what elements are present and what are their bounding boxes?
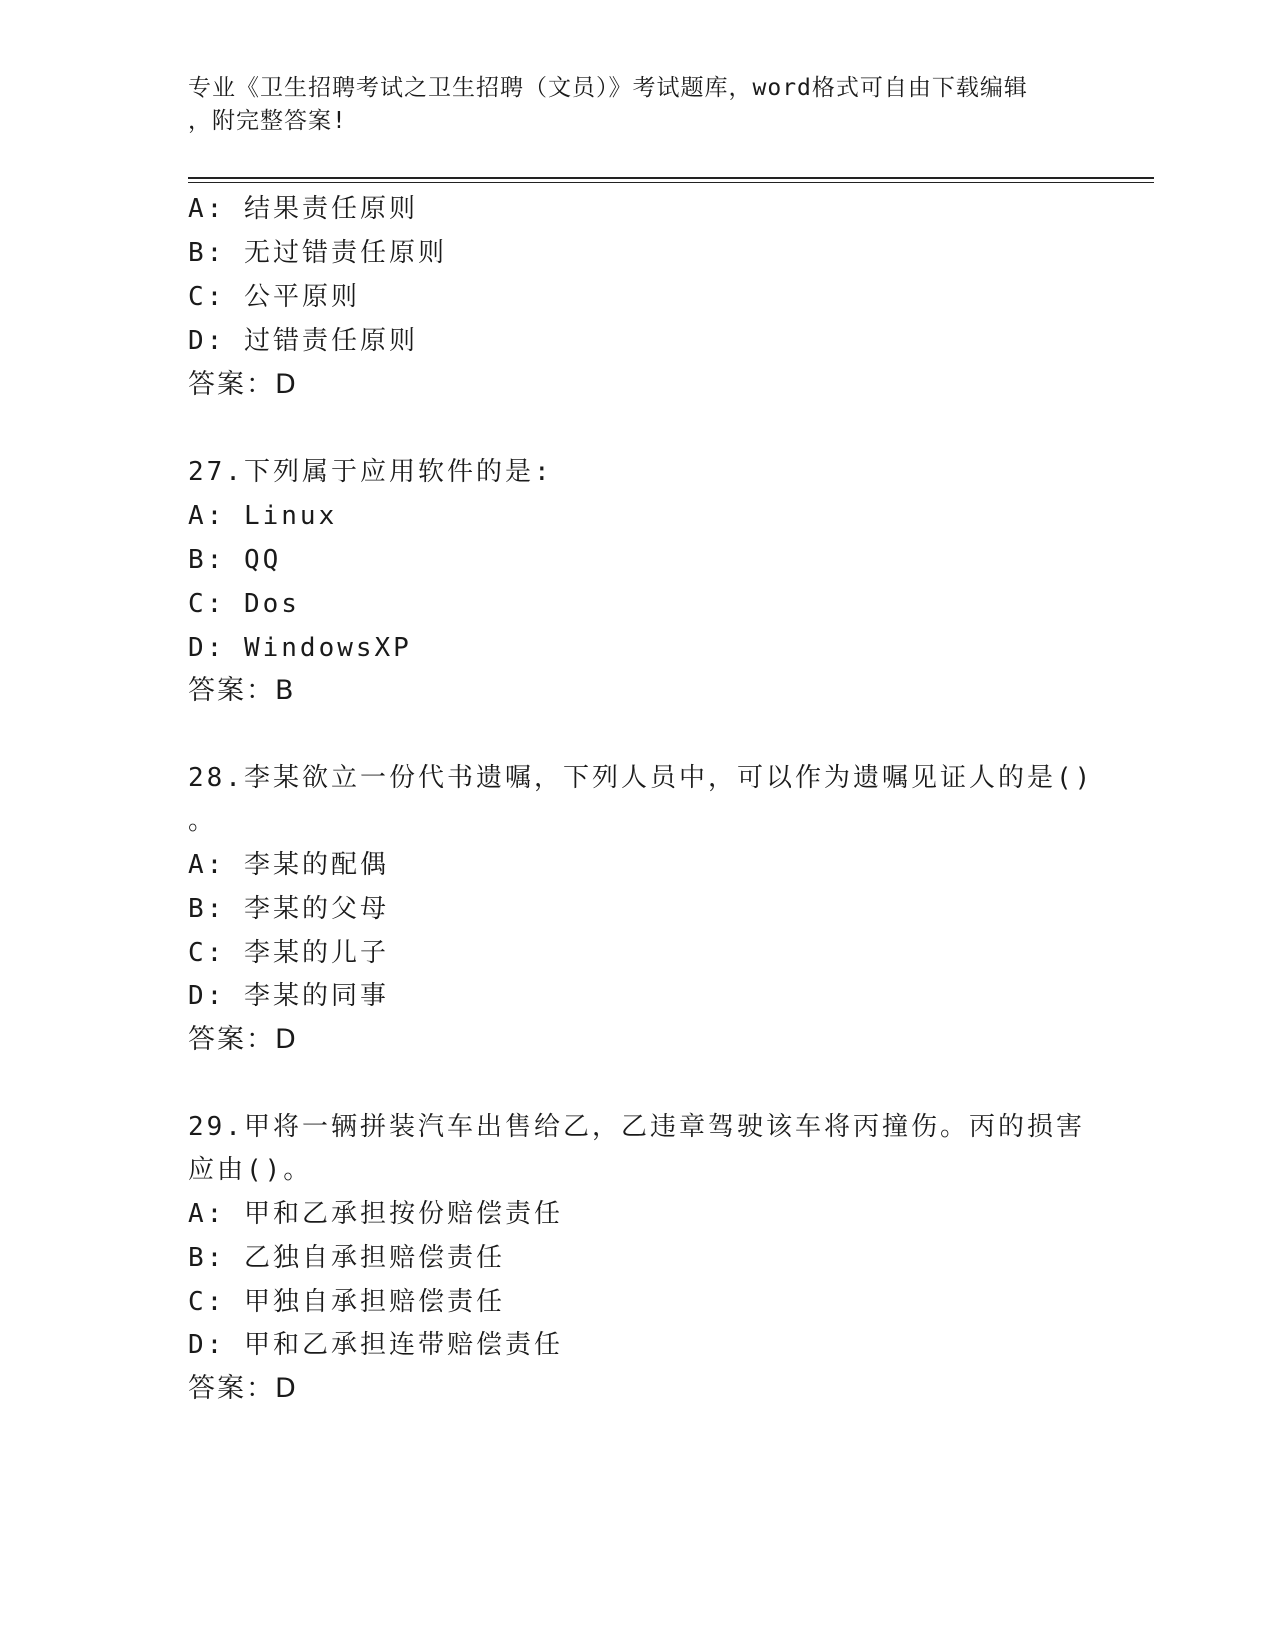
header-line-2: ，附完整答案! xyxy=(188,108,347,134)
q26-answer: 答案：D xyxy=(188,369,298,400)
q29-option-d: D: 甲和乙承担连带赔偿责任 xyxy=(188,1330,563,1360)
q29-option-b: B: 乙独自承担赔偿责任 xyxy=(188,1243,505,1273)
q28-option-d: D: 李某的同事 xyxy=(188,981,389,1011)
q26-option-a: A: 结果责任原则 xyxy=(188,194,418,224)
q27-answer: 答案：B xyxy=(188,675,296,706)
q29-option-c: C: 甲独自承担赔偿责任 xyxy=(188,1287,505,1317)
q28-answer: 答案：D xyxy=(188,1024,298,1055)
q28-option-c: C: 李某的儿子 xyxy=(188,938,389,968)
header-divider-thin xyxy=(188,182,1154,183)
q27-stem: 27.下列属于应用软件的是: xyxy=(188,457,553,487)
q28-option-a: A: 李某的配偶 xyxy=(188,850,389,880)
q26-option-c: C: 公平原则 xyxy=(188,282,360,312)
document-header xyxy=(188,72,1088,138)
q27-option-a: A: Linux xyxy=(188,501,338,531)
q28-option-b: B: 李某的父母 xyxy=(188,894,389,924)
q29-answer: 答案：D xyxy=(188,1373,298,1404)
q27-option-d: D: WindowsXP xyxy=(188,633,412,663)
q29-option-a: A: 甲和乙承担按份赔偿责任 xyxy=(188,1199,563,1229)
header-line-1: 专业《卫生招聘考试之卫生招聘（文员）》考试题库，word格式可自由下载编辑 xyxy=(188,75,1028,101)
header-divider-thick xyxy=(188,177,1154,179)
q26-option-d: D: 过错责任原则 xyxy=(188,326,418,356)
q28-stem-line-2: 。 xyxy=(188,806,218,836)
q28-stem-line-1: 28.李某欲立一份代书遗嘱，下列人员中，可以作为遗嘱见证人的是() xyxy=(188,763,1094,793)
q29-stem-line-2: 应由()。 xyxy=(188,1155,313,1185)
q26-option-b: B: 无过错责任原则 xyxy=(188,238,447,268)
q27-option-b: B: QQ xyxy=(188,545,282,575)
q27-option-c: C: Dos xyxy=(188,589,300,619)
q29-stem-line-1: 29.甲将一辆拼装汽车出售给乙，乙违章驾驶该车将丙撞伤。丙的损害 xyxy=(188,1112,1085,1142)
